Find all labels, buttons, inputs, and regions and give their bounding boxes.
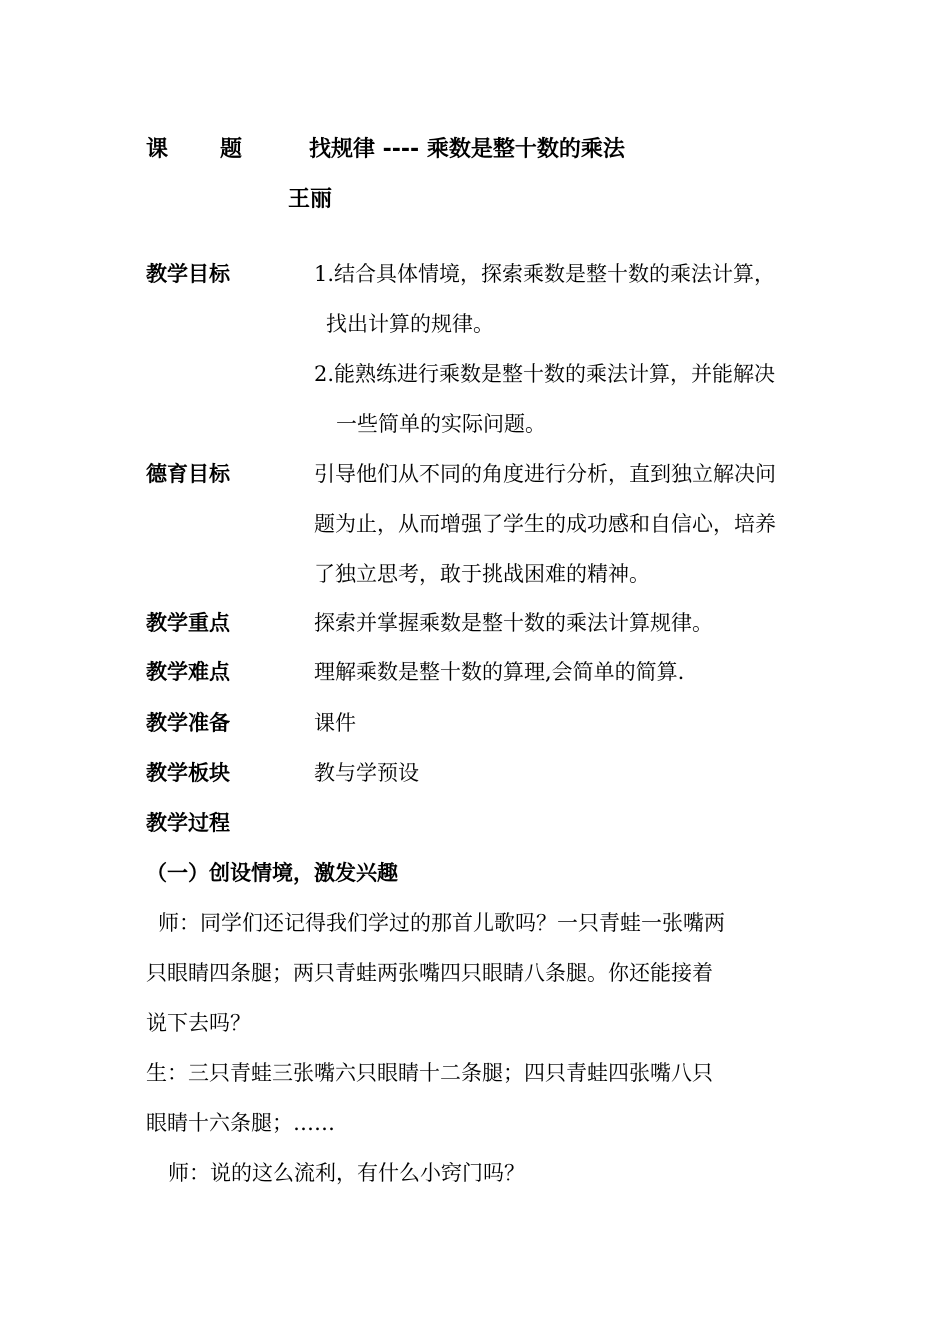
moral-label: 德育目标 [146, 462, 230, 486]
part1-heading: （一）创设情境，激发兴趣 [146, 861, 398, 885]
difficulty-label: 教学难点 [146, 660, 230, 684]
key-label: 教学重点 [146, 611, 230, 635]
prep-label: 教学准备 [146, 711, 230, 735]
block-label: 教学板块 [146, 761, 230, 785]
goals-label: 教学目标 [146, 262, 230, 286]
key-text: 探索并掌握乘数是整十数的乘法计算规律。 [314, 611, 713, 635]
p1-line3: 说下去吗？ [146, 1011, 251, 1035]
goal2-line1: 2.能熟练进行乘数是整十数的乘法计算，并能解决 [314, 362, 776, 386]
prep-text: 课件 [314, 711, 356, 735]
author-name: 王丽 [288, 187, 333, 212]
goal2-line2: 一些简单的实际问题。 [336, 412, 546, 436]
moral-line2: 题为止，从而增强了学生的成功感和自信心，培养 [314, 512, 776, 536]
p2-line1: 生：三只青蛙三张嘴六只眼睛十二条腿；四只青蛙四张嘴八只 [146, 1061, 713, 1085]
process-label: 教学过程 [146, 811, 230, 835]
goal1-line1: 1.结合具体情境，探索乘数是整十数的乘法计算， [314, 262, 776, 286]
goal1-line2: 找出计算的规律。 [326, 312, 494, 336]
p1-line1: 师：同学们还记得我们学过的那首儿歌吗？一只青蛙一张嘴两 [158, 911, 725, 935]
moral-line3: 了独立思考，敢于挑战困难的精神。 [314, 562, 650, 586]
p1-line2: 只眼睛四条腿；两只青蛙两张嘴四只眼睛八条腿。你还能接着 [146, 961, 713, 985]
difficulty-text: 理解乘数是整十数的算理,会简单的简算. [314, 660, 685, 684]
moral-line1: 引导他们从不同的角度进行分析，直到独立解决问 [314, 462, 776, 486]
block-text: 教与学预设 [314, 761, 419, 785]
label-ti: 题 [220, 137, 243, 162]
p2-line2: 眼睛十六条腿；…… [146, 1111, 335, 1135]
lesson-title: 找规律 ---- 乘数是整十数的乘法 [309, 137, 625, 162]
p3-line1: 师：说的这么流利，有什么小窍门吗？ [168, 1161, 525, 1185]
label-ke: 课 [146, 137, 169, 162]
